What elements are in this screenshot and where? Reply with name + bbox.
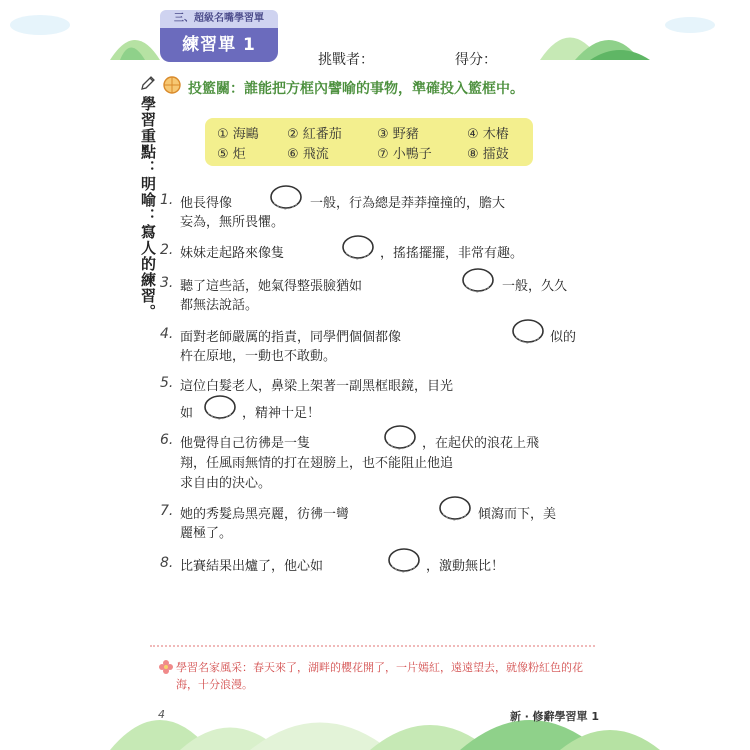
question-8-text-b: ，激動無比！ <box>426 559 505 574</box>
options-box <box>205 118 533 166</box>
question-3-text-line2: 都無法說話。 <box>180 298 259 313</box>
header-tab <box>160 10 278 62</box>
basket-answer-6[interactable] <box>382 423 418 455</box>
option-4: ④ 木樁 <box>467 127 509 142</box>
hills-top-decoration <box>0 0 750 80</box>
option-2: ② 紅番茄 <box>287 127 342 142</box>
basket-answer-5[interactable] <box>202 393 238 425</box>
question-number-8: 8. <box>160 555 174 571</box>
question-1-text-a: 他長得像 <box>180 196 233 211</box>
learning-focus: 學習重點：明喻：寫人的練習。 <box>139 96 157 320</box>
pencil-icon <box>140 75 156 91</box>
basketball-icon <box>162 75 182 95</box>
flower-icon <box>158 659 174 675</box>
question-number-1: 1. <box>160 192 174 208</box>
instruction-text: 投籃關：誰能把方框內譬喻的事物，準確投入籃框中。 <box>188 81 524 97</box>
question-4-text-b: 似的 <box>550 330 577 345</box>
question-8-text-a: 比賽結果出爐了，他心如 <box>180 559 324 574</box>
option-8: ⑧ 擂鼓 <box>467 147 509 162</box>
question-number-5: 5. <box>160 375 174 391</box>
basket-answer-8[interactable] <box>386 546 422 578</box>
option-1: ① 海鷗 <box>217 127 259 142</box>
basket-answer-4[interactable] <box>510 317 546 349</box>
question-1-text-line2: 妄為，無所畏懼。 <box>180 215 285 230</box>
option-5: ⑤ 炬 <box>217 147 246 162</box>
note-text: 學習名家風采：春天來了，湖畔的櫻花開了，一片嫣紅，遠遠望去，就像粉紅色的花海，十分浪漫。 <box>176 661 583 691</box>
question-5-text-line2a: 如 <box>180 406 194 421</box>
question-4-text-a: 面對老師嚴厲的指責，同學們個個都像 <box>180 330 402 345</box>
question-6-text-b: ，在起伏的浪花上飛 <box>422 436 540 451</box>
question-7-text-b: 傾瀉而下，美 <box>478 507 557 522</box>
option-6: ⑥ 飛流 <box>287 147 329 162</box>
question-number-6: 6. <box>160 432 174 448</box>
score-label: 得分： <box>455 52 497 68</box>
question-1-text-b: 一般，行為總是莽莽撞撞的，膽大 <box>310 196 506 211</box>
question-number-4: 4. <box>160 326 174 342</box>
question-2-text-b: ，搖搖擺擺，非常有趣。 <box>380 246 524 261</box>
option-3: ③ 野豬 <box>377 127 419 142</box>
option-7: ⑦ 小鴨子 <box>377 147 432 162</box>
unit-title: 三、超級名嘴學習單 <box>160 10 278 28</box>
question-7-text-line2: 麗極了。 <box>180 526 233 541</box>
question-6-text-a: 他覺得自己彷彿是一隻 <box>180 436 311 451</box>
sheet-title: 練習單 1 <box>160 28 278 62</box>
footer-title: 新 ‧ 修辭學習單 1 <box>510 710 599 723</box>
question-6-text-line2: 翔，任風雨無情的打在翅膀上，也不能阻止他追 <box>180 456 454 471</box>
note-divider <box>150 645 595 647</box>
question-7-text-a: 她的秀髮烏黑亮麗，彷彿一彎 <box>180 507 350 522</box>
question-3-text-b: 一般，久久 <box>502 279 568 294</box>
question-3-text-a: 聽了這些話，她氣得整張臉猶如 <box>180 279 363 294</box>
page-number: 4 <box>158 708 165 721</box>
question-6-text-line3: 求自由的決心。 <box>180 476 272 491</box>
basket-answer-3[interactable] <box>460 266 496 298</box>
question-number-7: 7. <box>160 503 174 519</box>
basket-answer-2[interactable] <box>340 233 376 265</box>
question-4-text-line2: 杵在原地，一動也不敢動。 <box>180 349 337 364</box>
question-2-text-a: 妹妹走起路來像隻 <box>180 246 285 261</box>
question-5-text-line2b: ，精神十足！ <box>242 406 321 421</box>
challenger-label: 挑戰者： <box>318 52 374 68</box>
question-number-3: 3. <box>160 275 174 291</box>
question-5-text-a: 這位白髮老人，鼻梁上架著一副黑框眼鏡，目光 <box>180 379 454 394</box>
question-number-2: 2. <box>160 242 174 258</box>
basket-answer-7[interactable] <box>437 494 473 526</box>
